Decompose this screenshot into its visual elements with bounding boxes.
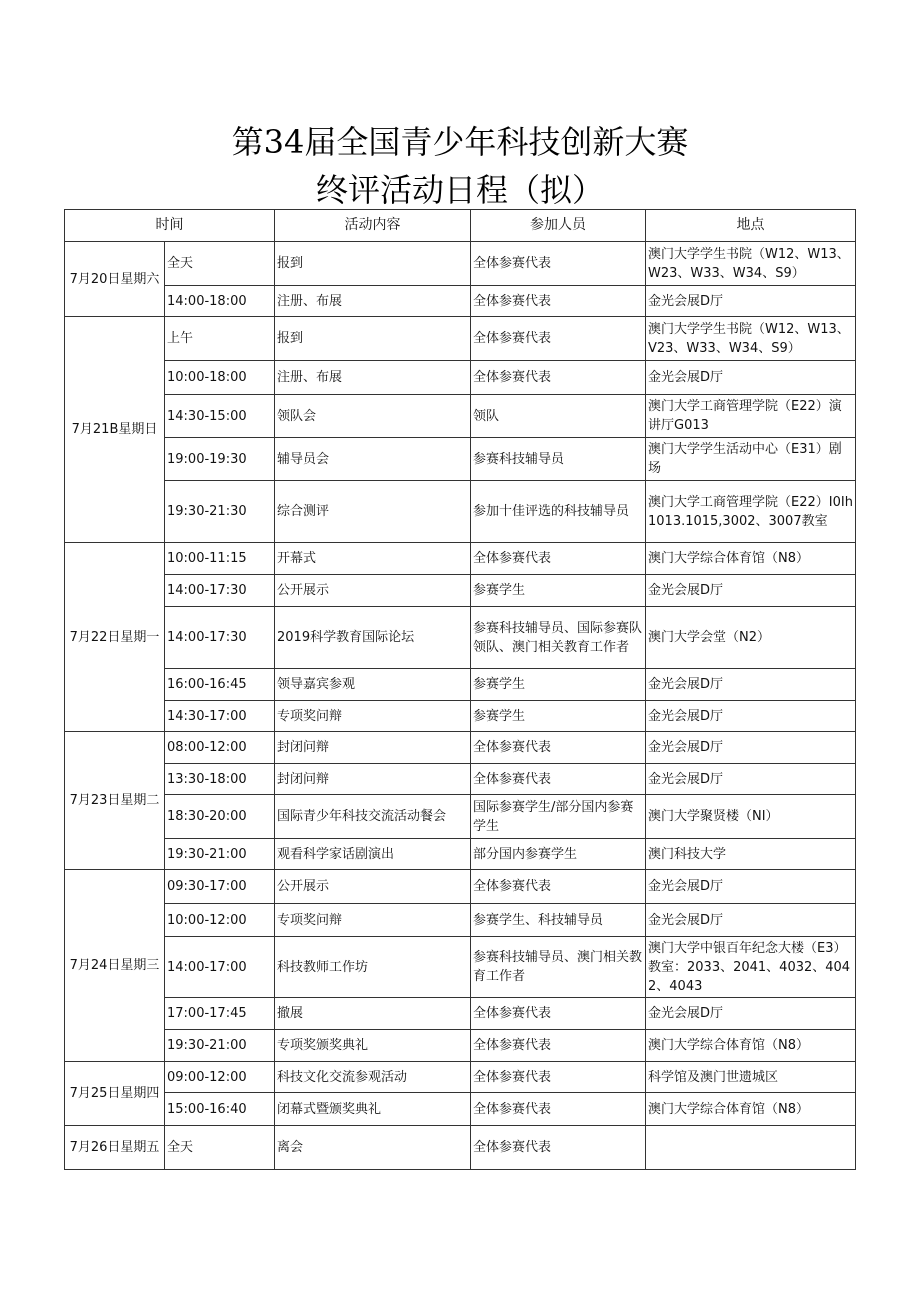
place-cell: 澳门大学学生书院（W12、W13、W23、W33、W34、S9）	[646, 242, 856, 286]
people-cell: 参赛科技辅导员	[471, 438, 646, 481]
place-cell: 澳门科技大学	[646, 839, 856, 870]
place-cell: 金光会展D厅	[646, 669, 856, 701]
table-row	[65, 1126, 856, 1170]
document-subtitle: 终评活动日程（拟）	[315, 171, 604, 209]
place-cell: 金光会展D厅	[646, 361, 856, 395]
time-cell: 15:00-16:40	[165, 1093, 275, 1126]
activity-cell: 专项奖问辩	[275, 904, 471, 937]
activity-cell: 国际青少年科技交流活动餐会	[275, 795, 471, 839]
table-row	[65, 543, 856, 575]
activity-cell: 注册、布展	[275, 361, 471, 395]
time-cell: 19:30-21:00	[165, 839, 275, 870]
activity-cell: 闭幕式暨颁奖典礼	[275, 1093, 471, 1126]
activity-cell: 领队会	[275, 395, 471, 438]
activity-cell: 离会	[275, 1126, 471, 1170]
date-cell: 7月23日星期二	[65, 732, 165, 870]
schedule-table	[64, 209, 856, 1170]
place-cell: 金光会展D厅	[646, 764, 856, 795]
date-cell: 7月21B星期日	[65, 317, 165, 543]
date-cell: 7月22日星期一	[65, 543, 165, 732]
activity-cell: 2019科学教育国际论坛	[275, 607, 471, 669]
activity-cell: 封闭问辩	[275, 732, 471, 764]
date-cell: 7月25日星期四	[65, 1062, 165, 1126]
table-row	[65, 839, 856, 870]
table-row	[65, 669, 856, 701]
time-cell: 14:00-17:00	[165, 937, 275, 998]
time-cell: 14:00-17:30	[165, 575, 275, 607]
time-cell: 16:00-16:45	[165, 669, 275, 701]
place-cell: 澳门大学工商管理学院（E22）演讲厅G013	[646, 395, 856, 438]
place-cell: 澳门大学综合体育馆（N8）	[646, 1093, 856, 1126]
place-cell: 澳门大学综合体育馆（N8）	[646, 1030, 856, 1062]
table-row	[65, 242, 856, 286]
time-cell: 19:00-19:30	[165, 438, 275, 481]
time-cell: 14:00-17:30	[165, 607, 275, 669]
table-row	[65, 701, 856, 732]
activity-cell: 封闭问辩	[275, 764, 471, 795]
time-cell: 全天	[165, 1126, 275, 1170]
header-time: 时间	[65, 210, 275, 242]
header-place: 地点	[646, 210, 856, 242]
activity-cell: 公开展示	[275, 870, 471, 904]
time-cell: 14:00-18:00	[165, 286, 275, 317]
people-cell: 全体参赛代表	[471, 1126, 646, 1170]
date-cell: 7月26日星期五	[65, 1126, 165, 1170]
time-cell: 19:30-21:00	[165, 1030, 275, 1062]
table-row	[65, 286, 856, 317]
people-cell: 参赛学生	[471, 669, 646, 701]
header-row	[65, 210, 856, 242]
activity-cell: 专项奖颁奖典礼	[275, 1030, 471, 1062]
people-cell: 领队	[471, 395, 646, 438]
activity-cell: 科技教师工作坊	[275, 937, 471, 998]
header-activity: 活动内容	[275, 210, 471, 242]
table-row	[65, 1062, 856, 1093]
table-row	[65, 1030, 856, 1062]
people-cell: 参加十佳评选的科技辅导员	[471, 481, 646, 543]
people-cell: 全体参赛代表	[471, 870, 646, 904]
people-cell: 参赛科技辅导员、国际参赛队领队、澳门相关教育工作者	[471, 607, 646, 669]
table-row	[65, 764, 856, 795]
time-cell: 09:00-12:00	[165, 1062, 275, 1093]
time-cell: 13:30-18:00	[165, 764, 275, 795]
time-cell: 08:00-12:00	[165, 732, 275, 764]
activity-cell: 辅导员会	[275, 438, 471, 481]
activity-cell: 领导嘉宾参观	[275, 669, 471, 701]
people-cell: 部分国内参赛学生	[471, 839, 646, 870]
time-cell: 17:00-17:45	[165, 998, 275, 1030]
table-row	[65, 904, 856, 937]
table-row	[65, 361, 856, 395]
table-row	[65, 937, 856, 998]
place-cell: 金光会展D厅	[646, 286, 856, 317]
activity-cell: 综合测评	[275, 481, 471, 543]
table-row	[65, 607, 856, 669]
people-cell: 全体参赛代表	[471, 361, 646, 395]
time-cell: 14:30-17:00	[165, 701, 275, 732]
place-cell: 金光会展D厅	[646, 998, 856, 1030]
time-cell: 09:30-17:00	[165, 870, 275, 904]
people-cell: 全体参赛代表	[471, 998, 646, 1030]
place-cell: 澳门大学综合体育馆（N8）	[646, 543, 856, 575]
activity-cell: 撤展	[275, 998, 471, 1030]
activity-cell: 报到	[275, 242, 471, 286]
people-cell: 全体参赛代表	[471, 1030, 646, 1062]
table-row	[65, 870, 856, 904]
people-cell: 全体参赛代表	[471, 764, 646, 795]
people-cell: 参赛学生	[471, 701, 646, 732]
place-cell: 金光会展D厅	[646, 904, 856, 937]
time-cell: 10:00-18:00	[165, 361, 275, 395]
activity-cell: 开幕式	[275, 543, 471, 575]
people-cell: 参赛科技辅导员、澳门相关教育工作者	[471, 937, 646, 998]
table-row	[65, 795, 856, 839]
time-cell: 10:00-11:15	[165, 543, 275, 575]
place-cell: 金光会展D厅	[646, 870, 856, 904]
people-cell: 国际参赛学生/部分国内参赛学生	[471, 795, 646, 839]
place-cell: 科学馆及澳门世遗城区	[646, 1062, 856, 1093]
time-cell: 上午	[165, 317, 275, 361]
activity-cell: 科技文化交流参观活动	[275, 1062, 471, 1093]
people-cell: 全体参赛代表	[471, 543, 646, 575]
place-cell: 澳门大学学生活动中心（E31）剧场	[646, 438, 856, 481]
time-cell: 10:00-12:00	[165, 904, 275, 937]
people-cell: 全体参赛代表	[471, 1093, 646, 1126]
people-cell: 全体参赛代表	[471, 286, 646, 317]
activity-cell: 专项奖问辩	[275, 701, 471, 732]
people-cell: 参赛学生、科技辅导员	[471, 904, 646, 937]
place-cell: 澳门大学学生书院（W12、W13、V23、W33、W34、S9）	[646, 317, 856, 361]
people-cell: 全体参赛代表	[471, 242, 646, 286]
people-cell: 全体参赛代表	[471, 1062, 646, 1093]
place-cell: 澳门大学会堂（N2）	[646, 607, 856, 669]
date-cell: 7月24日星期三	[65, 870, 165, 1062]
activity-cell: 公开展示	[275, 575, 471, 607]
date-cell: 7月20日星期六	[65, 242, 165, 317]
table-row	[65, 438, 856, 481]
place-cell: 澳门大学中银百年纪念大楼（E3）教室：2033、2041、4032、4042、4043	[646, 937, 856, 998]
place-cell: 澳门大学聚贤楼（NI）	[646, 795, 856, 839]
activity-cell: 观看科学家话剧演出	[275, 839, 471, 870]
table-row	[65, 732, 856, 764]
people-cell: 参赛学生	[471, 575, 646, 607]
table-row	[65, 1093, 856, 1126]
document-title: 第34届全国青少年科技创新大赛	[231, 123, 689, 161]
header-people: 参加人员	[471, 210, 646, 242]
time-cell: 全天	[165, 242, 275, 286]
people-cell: 全体参赛代表	[471, 732, 646, 764]
place-cell: 金光会展D厅	[646, 732, 856, 764]
time-cell: 19:30-21:30	[165, 481, 275, 543]
table-row	[65, 395, 856, 438]
time-cell: 14:30-15:00	[165, 395, 275, 438]
people-cell: 全体参赛代表	[471, 317, 646, 361]
place-cell: 金光会展D厅	[646, 701, 856, 732]
activity-cell: 注册、布展	[275, 286, 471, 317]
activity-cell: 报到	[275, 317, 471, 361]
table-row	[65, 575, 856, 607]
place-cell	[646, 1126, 856, 1170]
table-row	[65, 481, 856, 543]
table-row	[65, 317, 856, 361]
time-cell: 18:30-20:00	[165, 795, 275, 839]
table-row	[65, 998, 856, 1030]
place-cell: 澳门大学工商管理学院（E22）I0Ih1013.1015,3002、3007教室	[646, 481, 856, 543]
place-cell: 金光会展D厅	[646, 575, 856, 607]
